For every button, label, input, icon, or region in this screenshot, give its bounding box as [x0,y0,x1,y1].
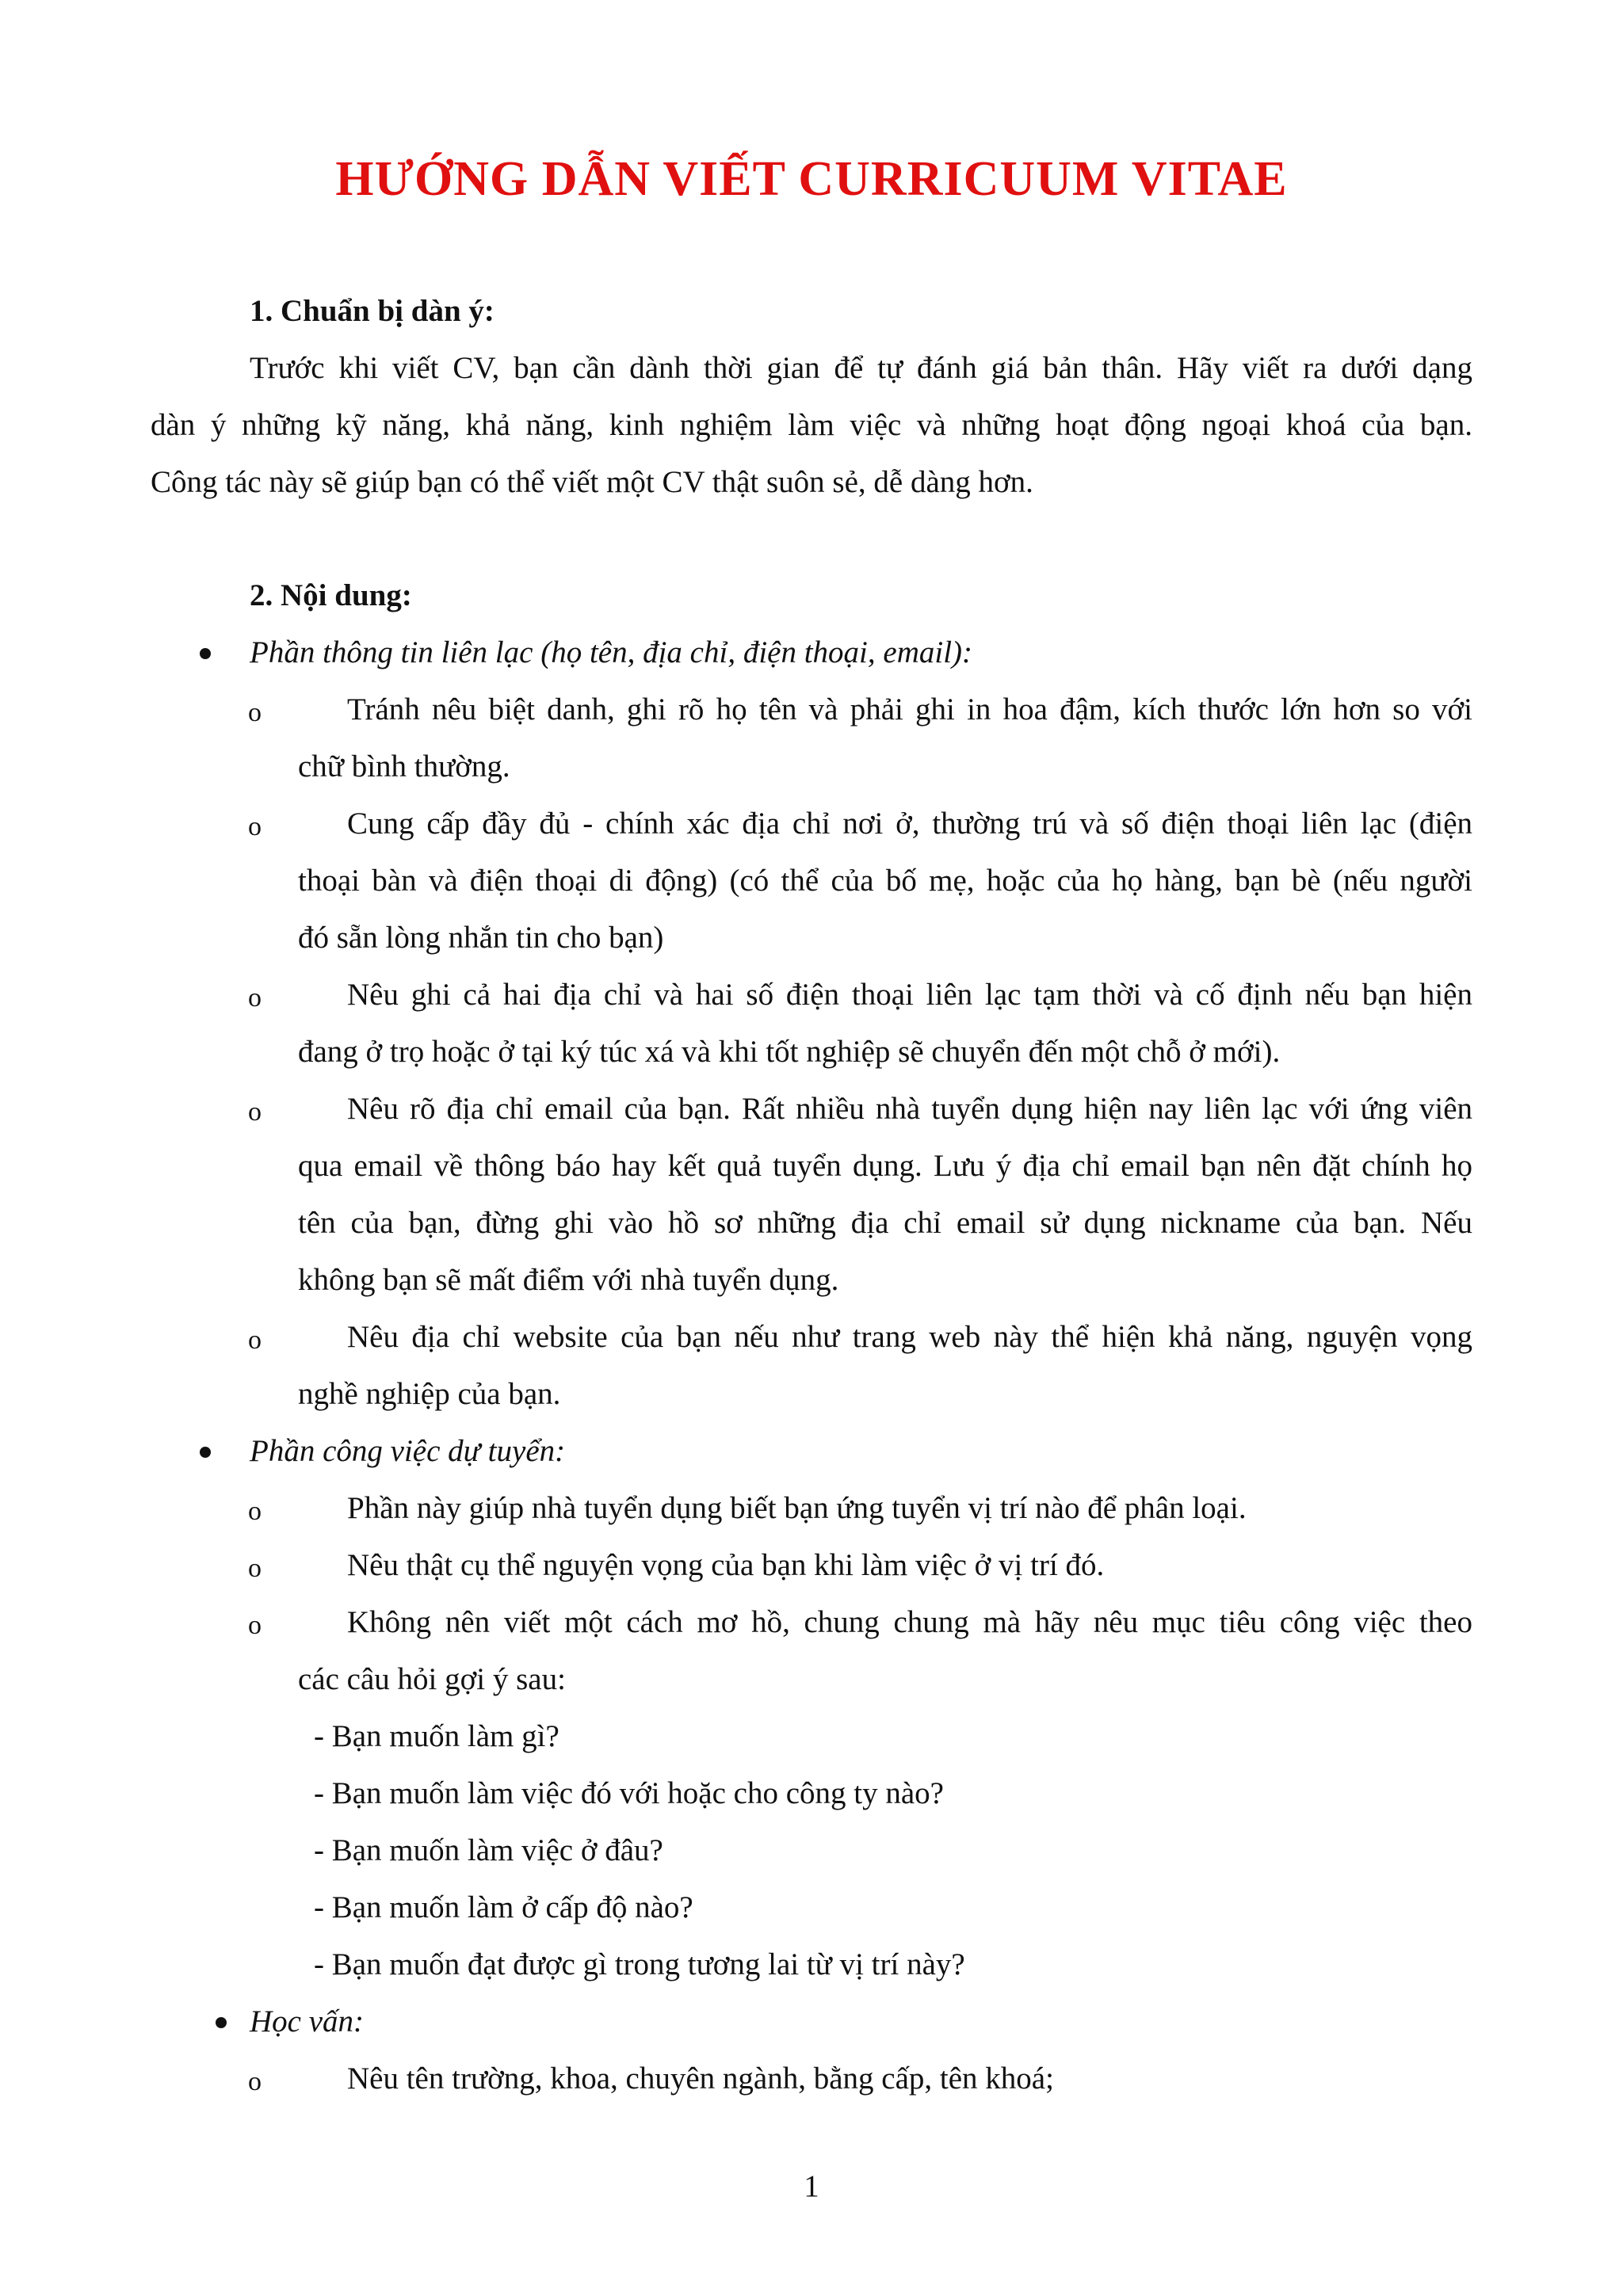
contact-item-4-line-3: tên của bạn, đừng ghi vào hồ sơ những địa chỉ email sử dụng nickname của bạn. Nếu [298,1206,1472,1240]
circle-marker-icon: o [248,2067,262,2096]
contact-item-4-line-1: Nêu rõ địa chỉ email của bạn. Rất nhiều nhà tuyển dụng hiện nay liên lạc với ứng viên [347,1092,1472,1126]
contact-item-4-line-4: không bạn sẽ mất điểm với nhà tuyển dụng. [298,1263,839,1297]
circle-marker-icon: o [248,983,262,1013]
question-4: - Bạn muốn làm ở cấp độ nào? [314,1890,693,1924]
contact-item-5-line-2: nghề nghiệp của bạn. [298,1377,561,1411]
question-3: - Bạn muốn làm việc ở đâu? [314,1833,663,1867]
contact-item-1-line-1: Tránh nêu biệt danh, ghi rõ họ tên và phải ghi in hoa đậm, kích thước lớn hơn so với [347,692,1472,727]
bullet-icon [200,648,211,659]
bullet-icon [200,1447,211,1458]
job-label: Phần công việc dự tuyển: [250,1434,566,1468]
circle-marker-icon: o [248,1554,262,1583]
contact-label: Phần thông tin liên lạc (họ tên, địa chỉ, điện thoại, email): [250,635,973,669]
bullet-icon [216,2017,227,2028]
job-item-3-line-2: các câu hỏi gợi ý sau: [298,1662,566,1696]
education-label: Học vấn: [250,2004,365,2039]
section1-line-1: Trước khi viết CV, bạn cần dành thời gian để tự đánh giá bản thân. Hãy viết ra dưới dạng [250,351,1472,385]
circle-marker-icon: o [248,1325,262,1355]
contact-item-3-line-2: đang ở trọ hoặc ở tại ký túc xá và khi tốt nghiệp sẽ chuyển đến một chỗ ở mới). [298,1035,1281,1069]
question-5: - Bạn muốn đạt được gì trong tương lai từ vị trí này? [314,1947,965,1981]
page-number: 1 [804,2169,819,2203]
circle-marker-icon: o [248,1097,262,1127]
page-title: HƯỚNG DẪN VIẾT CURRICUUM VITAE [335,152,1288,206]
circle-marker-icon: o [248,1497,262,1526]
job-item-2: Nêu thật cụ thể nguyện vọng của bạn khi làm việc ở vị trí đó. [347,1548,1105,1582]
contact-item-3-line-1: Nêu ghi cả hai địa chỉ và hai số điện thoại liên lạc tạm thời và cố định nếu bạn hiện [347,978,1472,1012]
education-item-1: Nêu tên trường, khoa, chuyên ngành, bằng cấp, tên khoá; [347,2061,1054,2096]
section1-line-3: Công tác này sẽ giúp bạn có thể viết một CV thật suôn sẻ, dễ dàng hơn. [151,465,1033,499]
contact-item-5-line-1: Nêu địa chỉ website của bạn nếu như trang web này thể hiện khả năng, nguyện vọng [347,1320,1472,1354]
circle-marker-icon: o [248,1611,262,1640]
contact-item-1-line-2: chữ bình thường. [298,749,510,784]
job-item-3-line-1: Không nên viết một cách mơ hồ, chung chung mà hãy nêu mục tiêu công việc theo [347,1605,1472,1639]
section1-line-2: dàn ý những kỹ năng, khả năng, kinh nghiệm làm việc và những hoạt động ngoại khoá của bạn. [151,408,1472,442]
contact-item-2-line-1: Cung cấp đầy đủ - chính xác địa chỉ nơi ở, thường trú và số điện thoại liên lạc (điện [347,807,1472,841]
section1-heading: 1. Chuẩn bị dàn ý: [250,294,495,328]
question-1: - Bạn muốn làm gì? [314,1719,559,1753]
contact-item-2-line-3: đó sẵn lòng nhắn tin cho bạn) [298,921,664,955]
question-2: - Bạn muốn làm việc đó với hoặc cho công ty nào? [314,1776,944,1810]
circle-marker-icon: o [248,698,262,727]
contact-item-2-line-2: thoại bàn và điện thoại di động) (có thể của bố mẹ, hoặc của họ hàng, bạn bè (nếu người [298,864,1472,898]
contact-item-4-line-2: qua email về thông báo hay kết quả tuyển dụng. Lưu ý địa chỉ email bạn nên đặt chính họ [298,1149,1472,1183]
job-item-1: Phần này giúp nhà tuyển dụng biết bạn ứng tuyển vị trí nào để phân loại. [347,1491,1247,1525]
circle-marker-icon: o [248,812,262,841]
section2-heading: 2. Nội dung: [250,578,412,612]
